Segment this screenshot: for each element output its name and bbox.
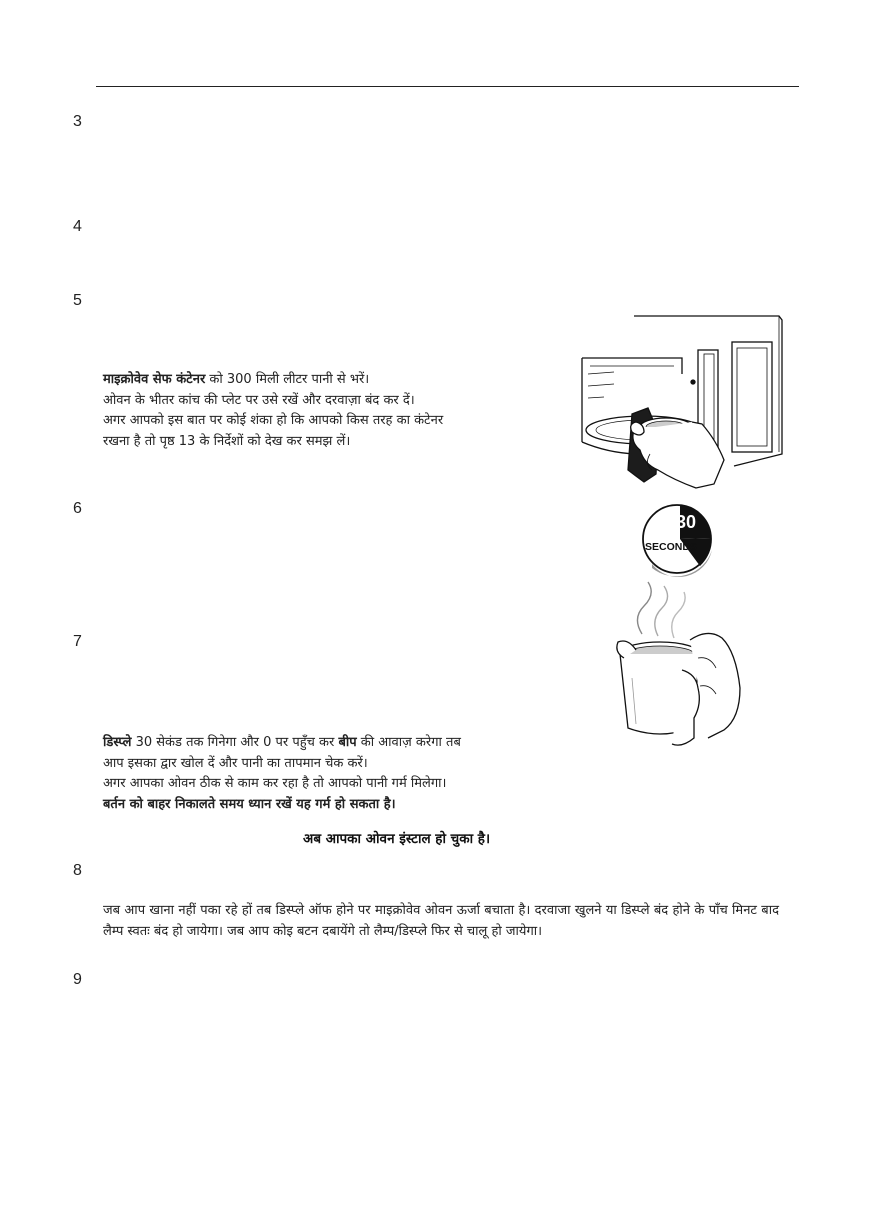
- step5-instructions: [103, 370, 443, 452]
- beep-term: बीप: [338, 735, 357, 750]
- step7-line-2: आप इसका द्वार खोल दें और पानी का तापमान चेक करें।: [103, 755, 368, 771]
- step-number-6: 6: [73, 500, 82, 517]
- step8-energy-saving-text: जब आप खाना नहीं पका रहे हों तब डिस्प्ले ऑफ होने पर माइक्रोवेव ओवन ऊर्जा बचाता है। दरवाजा खुलने या डिस्प्ले बंद होने के पाँच मिनट बाद लैम्प स्वतः बंद हो जायेगा। जब आप कोइ बटन दबायेंगे तो लैम्प/डिस्प्ले फिर से चालू हो जायेगा।: [103, 903, 779, 939]
- display-term: डिस्प्ले: [103, 735, 132, 750]
- step-number-4: 4: [73, 218, 82, 235]
- step5-line-2: ओवन के भीतर कांच की प्लेट पर उसे रखें और दरवाज़ा बंद कर दें।: [103, 392, 415, 408]
- step7-instructions: [103, 733, 461, 815]
- installation-complete-note: अब आपका ओवन इंस्टाल हो चुका है।: [303, 831, 491, 847]
- timer-label: SECONDS: [645, 541, 697, 553]
- step5-line-3: अगर आपको इस बात पर कोई शंका हो कि आपको किस तरह का कंटेनर: [103, 413, 444, 428]
- timer-dial-illustration: [640, 502, 720, 582]
- step-number-7: 7: [73, 633, 82, 650]
- step5-line-1-rest: को 300 मिली लीटर पानी से भरें।: [205, 372, 370, 387]
- step-number-5: 5: [73, 292, 82, 309]
- container-term: माइक्रोवेव सेफ कंटेनर: [103, 372, 206, 387]
- step7-warning: बर्तन को बाहर निकालते समय ध्यान रखें यह गर्म हो सकता है।: [103, 796, 396, 812]
- microwave-cup-illustration: [574, 314, 786, 496]
- step5-line-4: रखना है तो पृष्ठ 13 के निर्देशों को देख कर समझ लें।: [103, 433, 351, 449]
- timer-number: 30: [676, 512, 697, 532]
- step-number-8: 8: [73, 862, 82, 879]
- step7-line-1: [103, 733, 461, 754]
- step7-line-3: अगर आपका ओवन ठीक से काम कर रहा है तो आपको पानी गर्म मिलेगा।: [103, 776, 447, 791]
- step7-line-1-mid: 30 सेकंड तक गिनेगा और 0 पर पहुँच कर: [131, 735, 339, 750]
- step-number-3: 3: [73, 113, 82, 130]
- step-number-9: 9: [73, 971, 82, 988]
- header-rule: [96, 86, 799, 87]
- step7-line-1-end: की आवाज़ करेगा तब: [356, 735, 461, 750]
- hot-cup-illustration: [612, 578, 744, 750]
- step5-line-1: [103, 370, 443, 391]
